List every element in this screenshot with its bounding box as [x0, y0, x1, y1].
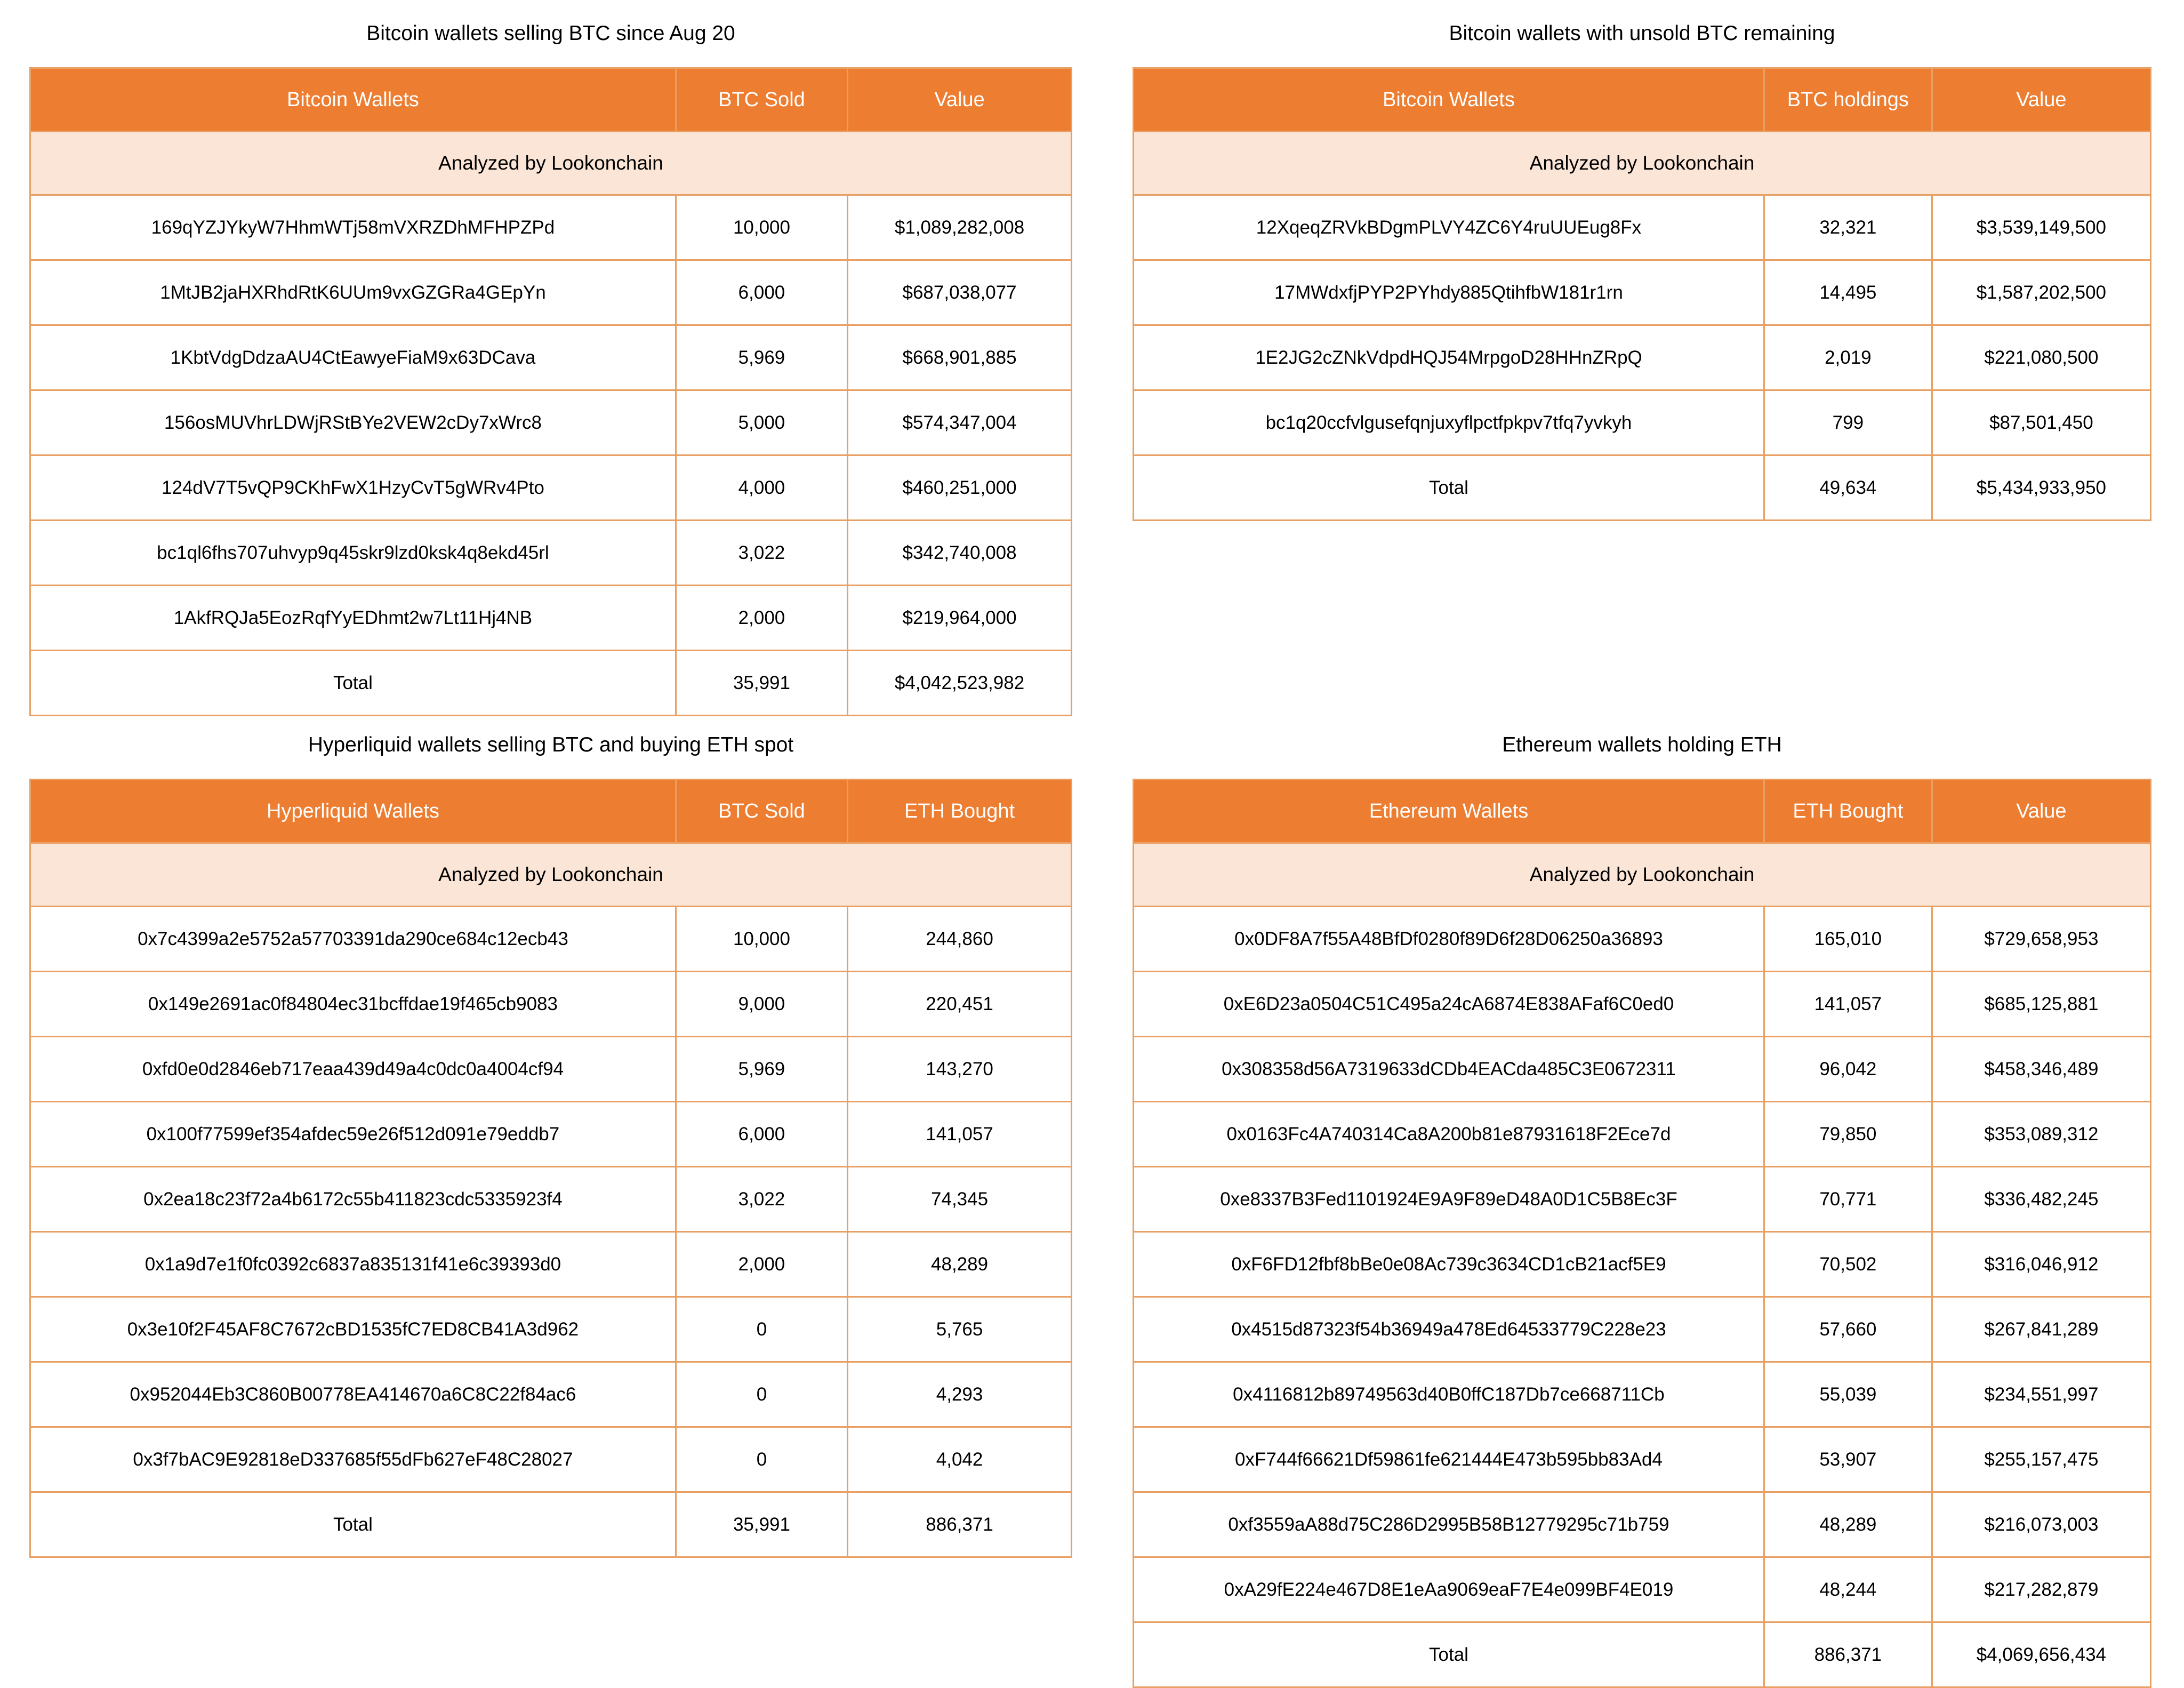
table-row: [1134, 1102, 2151, 1167]
table-row: [30, 1427, 1072, 1492]
column-header-wallets: Bitcoin Wallets: [1134, 68, 1764, 132]
wallet-address: 0x3e10f2F45AF8C7672cBD1535fC7ED8CB41A3d962: [30, 1297, 676, 1362]
amount-cell: 5,000: [676, 390, 847, 455]
subheader-row: [1134, 843, 2151, 907]
value-cell: 48,289: [848, 1232, 1072, 1297]
column-header-wallets: Ethereum Wallets: [1134, 780, 1764, 843]
wallet-address: 0x1a9d7e1f0fc0392c6837a835131f41e6c39393d0: [30, 1232, 676, 1297]
value-cell: $5,434,933,950: [1932, 455, 2150, 521]
value-cell: $685,125,881: [1932, 972, 2150, 1037]
header-row: [30, 68, 1072, 132]
total-label: Total: [1134, 1622, 1764, 1687]
table-row: [30, 1362, 1072, 1427]
wallet-address: 1KbtVdgDdzaAU4CtEawyeFiaM9x63DCava: [30, 325, 676, 390]
value-cell: 74,345: [848, 1167, 1072, 1232]
amount-cell: 4,000: [676, 455, 847, 521]
table-row: [1134, 1557, 2151, 1622]
table-row: [30, 1167, 1072, 1232]
btc-unsold-table: [1133, 67, 2151, 521]
amount-cell: 10,000: [676, 907, 847, 972]
wallet-address: 1MtJB2jaHXRhdRtK6UUm9vxGZGRa4GEpYn: [30, 260, 676, 325]
header-row: [1134, 68, 2151, 132]
amount-cell: 0: [676, 1427, 847, 1492]
value-cell: $4,069,656,434: [1932, 1622, 2150, 1687]
wallet-address: 0xF744f66621Df59861fe621444E473b595bb83Ad4: [1134, 1427, 1764, 1492]
wallet-address: 0x2ea18c23f72a4b6172c55b411823cdc5335923f4: [30, 1167, 676, 1232]
amount-cell: 35,991: [676, 651, 847, 716]
wallet-address: 0x149e2691ac0f84804ec31bcffdae19f465cb9083: [30, 972, 676, 1037]
amount-cell: 5,969: [676, 1037, 847, 1102]
table-row: [1134, 907, 2151, 972]
table-title: Bitcoin wallets selling BTC since Aug 20: [366, 22, 735, 45]
value-cell: $1,587,202,500: [1932, 260, 2150, 325]
wallet-address: 0x4515d87323f54b36949a478Ed64533779C228e23: [1134, 1297, 1764, 1362]
table-title: Bitcoin wallets with unsold BTC remaining: [1449, 22, 1835, 45]
column-header-btc-holdings: BTC holdings: [1764, 68, 1932, 132]
wallet-address: 124dV7T5vQP9CKhFwX1HzyCvT5gWRv4Pto: [30, 455, 676, 521]
wallet-address: 0x100f77599ef354afdec59e26f512d091e79eddb7: [30, 1102, 676, 1167]
value-cell: 244,860: [848, 907, 1072, 972]
value-cell: $668,901,885: [848, 325, 1072, 390]
value-cell: $234,551,997: [1932, 1362, 2150, 1427]
value-cell: $336,482,245: [1932, 1167, 2150, 1232]
table-section-ethereum: [1133, 711, 2151, 1688]
value-cell: $3,539,149,500: [1932, 195, 2150, 260]
table-section-btc-selling: [29, 0, 1072, 716]
amount-cell: 9,000: [676, 972, 847, 1037]
column-header-value: Value: [1932, 780, 2150, 843]
amount-cell: 2,000: [676, 1232, 847, 1297]
wallet-address: 169qYZJYkyW7HhmWTj58mVXRZDhMFHPZPd: [30, 195, 676, 260]
wallet-address: 0x7c4399a2e5752a57703391da290ce684c12ecb43: [30, 907, 676, 972]
column-header-btc-sold: BTC Sold: [676, 780, 847, 843]
wallet-address: 0xE6D23a0504C51C495a24cA6874E838AFaf6C0ed0: [1134, 972, 1764, 1037]
amount-cell: 53,907: [1764, 1427, 1932, 1492]
value-cell: $353,089,312: [1932, 1102, 2150, 1167]
column-header-btc-sold: BTC Sold: [676, 68, 847, 132]
amount-cell: 57,660: [1764, 1297, 1932, 1362]
wallet-address: 0xA29fE224e467D8E1eAa9069eaF7E4e099BF4E019: [1134, 1557, 1764, 1622]
table-row: [1134, 972, 2151, 1037]
amount-cell: 165,010: [1764, 907, 1932, 972]
amount-cell: 2,019: [1764, 325, 1932, 390]
table-row: [30, 325, 1072, 390]
amount-cell: 886,371: [1764, 1622, 1932, 1687]
amount-cell: 799: [1764, 390, 1932, 455]
value-cell: $1,089,282,008: [848, 195, 1072, 260]
value-cell: 143,270: [848, 1037, 1072, 1102]
subheader-row: [1134, 132, 2151, 195]
table-row: [1134, 1362, 2151, 1427]
amount-cell: 0: [676, 1362, 847, 1427]
column-header-eth-bought: ETH Bought: [848, 780, 1072, 843]
value-cell: $267,841,289: [1932, 1297, 2150, 1362]
amount-cell: 70,771: [1764, 1167, 1932, 1232]
table-row: [30, 1297, 1072, 1362]
amount-cell: 35,991: [676, 1492, 847, 1557]
value-cell: $729,658,953: [1932, 907, 2150, 972]
table-row: [1134, 260, 2151, 325]
wallet-address: 0x0163Fc4A740314Ca8A200b81e87931618F2Ece7d: [1134, 1102, 1764, 1167]
table-row: [30, 195, 1072, 260]
amount-cell: 96,042: [1764, 1037, 1932, 1102]
value-cell: $4,042,523,982: [848, 651, 1072, 716]
amount-cell: 49,634: [1764, 455, 1932, 521]
table-section-hyperliquid: [29, 711, 1072, 1558]
table-row: [1134, 1167, 2151, 1232]
table-row: [30, 907, 1072, 972]
amount-cell: 6,000: [676, 1102, 847, 1167]
table-row: [1134, 1427, 2151, 1492]
table-row: [1134, 1492, 2151, 1557]
value-cell: 886,371: [848, 1492, 1072, 1557]
table-row: [1134, 195, 2151, 260]
value-cell: $316,046,912: [1932, 1232, 2150, 1297]
wallet-address: 0x952044Eb3C860B00778EA414670a6C8C22f84ac6: [30, 1362, 676, 1427]
amount-cell: 2,000: [676, 586, 847, 651]
wallet-address: 0xf3559aA88d75C286D2995B58B12779295c71b759: [1134, 1492, 1764, 1557]
amount-cell: 5,969: [676, 325, 847, 390]
wallet-address: 17MWdxfjPYP2PYhdy885QtihfbW181r1rn: [1134, 260, 1764, 325]
analyzed-by-label: Analyzed by Lookonchain: [1134, 132, 2151, 195]
value-cell: $216,073,003: [1932, 1492, 2150, 1557]
value-cell: 4,293: [848, 1362, 1072, 1427]
table-row: [1134, 325, 2151, 390]
value-cell: $87,501,450: [1932, 390, 2150, 455]
subheader-row: [30, 843, 1072, 907]
amount-cell: 70,502: [1764, 1232, 1932, 1297]
wallet-address: bc1ql6fhs707uhvyp9q45skr9lzd0ksk4q8ekd45rl: [30, 521, 676, 586]
value-cell: 141,057: [848, 1102, 1072, 1167]
value-cell: $255,157,475: [1932, 1427, 2150, 1492]
value-cell: 4,042: [848, 1427, 1072, 1492]
value-cell: 220,451: [848, 972, 1072, 1037]
wallet-address: 0xF6FD12fbf8bBe0e08Ac739c3634CD1cB21acf5E9: [1134, 1232, 1764, 1297]
wallet-address: 12XqeqZRVkBDgmPLVY4ZC6Y4ruUUEug8Fx: [1134, 195, 1764, 260]
table-row: [30, 455, 1072, 521]
table-row: [30, 260, 1072, 325]
total-row: [30, 1492, 1072, 1557]
total-row: [1134, 455, 2151, 521]
table-row: [30, 972, 1072, 1037]
column-header-wallets: Hyperliquid Wallets: [30, 780, 676, 843]
amount-cell: 32,321: [1764, 195, 1932, 260]
table-row: [1134, 390, 2151, 455]
subheader-row: [30, 132, 1072, 195]
header-row: [30, 780, 1072, 843]
value-cell: $219,964,000: [848, 586, 1072, 651]
value-cell: $217,282,879: [1932, 1557, 2150, 1622]
amount-cell: 3,022: [676, 521, 847, 586]
amount-cell: 3,022: [676, 1167, 847, 1232]
amount-cell: 6,000: [676, 260, 847, 325]
amount-cell: 0: [676, 1297, 847, 1362]
amount-cell: 48,244: [1764, 1557, 1932, 1622]
wallet-address: 156osMUVhrLDWjRStBYe2VEW2cDy7xWrc8: [30, 390, 676, 455]
analyzed-by-label: Analyzed by Lookonchain: [1134, 843, 2151, 907]
wallet-address: bc1q20ccfvlgusefqnjuxyflpctfpkpv7tfq7yvkyh: [1134, 390, 1764, 455]
table-row: [1134, 1297, 2151, 1362]
table-row: [30, 1102, 1072, 1167]
value-cell: 5,765: [848, 1297, 1072, 1362]
amount-cell: 141,057: [1764, 972, 1932, 1037]
header-row: [1134, 780, 2151, 843]
table-row: [30, 1232, 1072, 1297]
table-row: [1134, 1037, 2151, 1102]
column-header-value: Value: [1932, 68, 2150, 132]
total-row: [30, 651, 1072, 716]
value-cell: $221,080,500: [1932, 325, 2150, 390]
value-cell: $458,346,489: [1932, 1037, 2150, 1102]
hyperliquid-table: [29, 779, 1072, 1558]
value-cell: $687,038,077: [848, 260, 1072, 325]
column-header-eth-bought: ETH Bought: [1764, 780, 1932, 843]
column-header-value: Value: [848, 68, 1072, 132]
analyzed-by-label: Analyzed by Lookonchain: [30, 843, 1072, 907]
wallet-address: 0x4116812b89749563d40B0ffC187Db7ce668711Cb: [1134, 1362, 1764, 1427]
total-label: Total: [30, 1492, 676, 1557]
table-row: [30, 1037, 1072, 1102]
wallet-address: 0xe8337B3Fed1101924E9A9F89eD48A0D1C5B8Ec3F: [1134, 1167, 1764, 1232]
btc-selling-table: [29, 67, 1072, 716]
wallet-address: 0x308358d56A7319633dCDb4EACda485C3E0672311: [1134, 1037, 1764, 1102]
ethereum-table: [1133, 779, 2151, 1688]
table-row: [30, 521, 1072, 586]
column-header-wallets: Bitcoin Wallets: [30, 68, 676, 132]
table-section-btc-unsold: [1133, 0, 2151, 521]
value-cell: $460,251,000: [848, 455, 1072, 521]
wallet-address: 0x3f7bAC9E92818eD337685f55dFb627eF48C28027: [30, 1427, 676, 1492]
wallet-address: 1E2JG2cZNkVdpdHQJ54MrpgoD28HHnZRpQ: [1134, 325, 1764, 390]
value-cell: $342,740,008: [848, 521, 1072, 586]
wallet-address: 0xfd0e0d2846eb717eaa439d49a4c0dc0a4004cf94: [30, 1037, 676, 1102]
table-row: [30, 390, 1072, 455]
amount-cell: 48,289: [1764, 1492, 1932, 1557]
table-row: [30, 586, 1072, 651]
total-label: Total: [1134, 455, 1764, 521]
amount-cell: 14,495: [1764, 260, 1932, 325]
total-label: Total: [30, 651, 676, 716]
table-title: Hyperliquid wallets selling BTC and buying ETH spot: [308, 733, 794, 756]
wallet-address: 1AkfRQJa5EozRqfYyEDhmt2w7Lt11Hj4NB: [30, 586, 676, 651]
analyzed-by-label: Analyzed by Lookonchain: [30, 132, 1072, 195]
amount-cell: 55,039: [1764, 1362, 1932, 1427]
table-title: Ethereum wallets holding ETH: [1502, 733, 1782, 756]
value-cell: $574,347,004: [848, 390, 1072, 455]
wallet-address: 0x0DF8A7f55A48BfDf0280f89D6f28D06250a36893: [1134, 907, 1764, 972]
total-row: [1134, 1622, 2151, 1687]
amount-cell: 79,850: [1764, 1102, 1932, 1167]
amount-cell: 10,000: [676, 195, 847, 260]
table-row: [1134, 1232, 2151, 1297]
